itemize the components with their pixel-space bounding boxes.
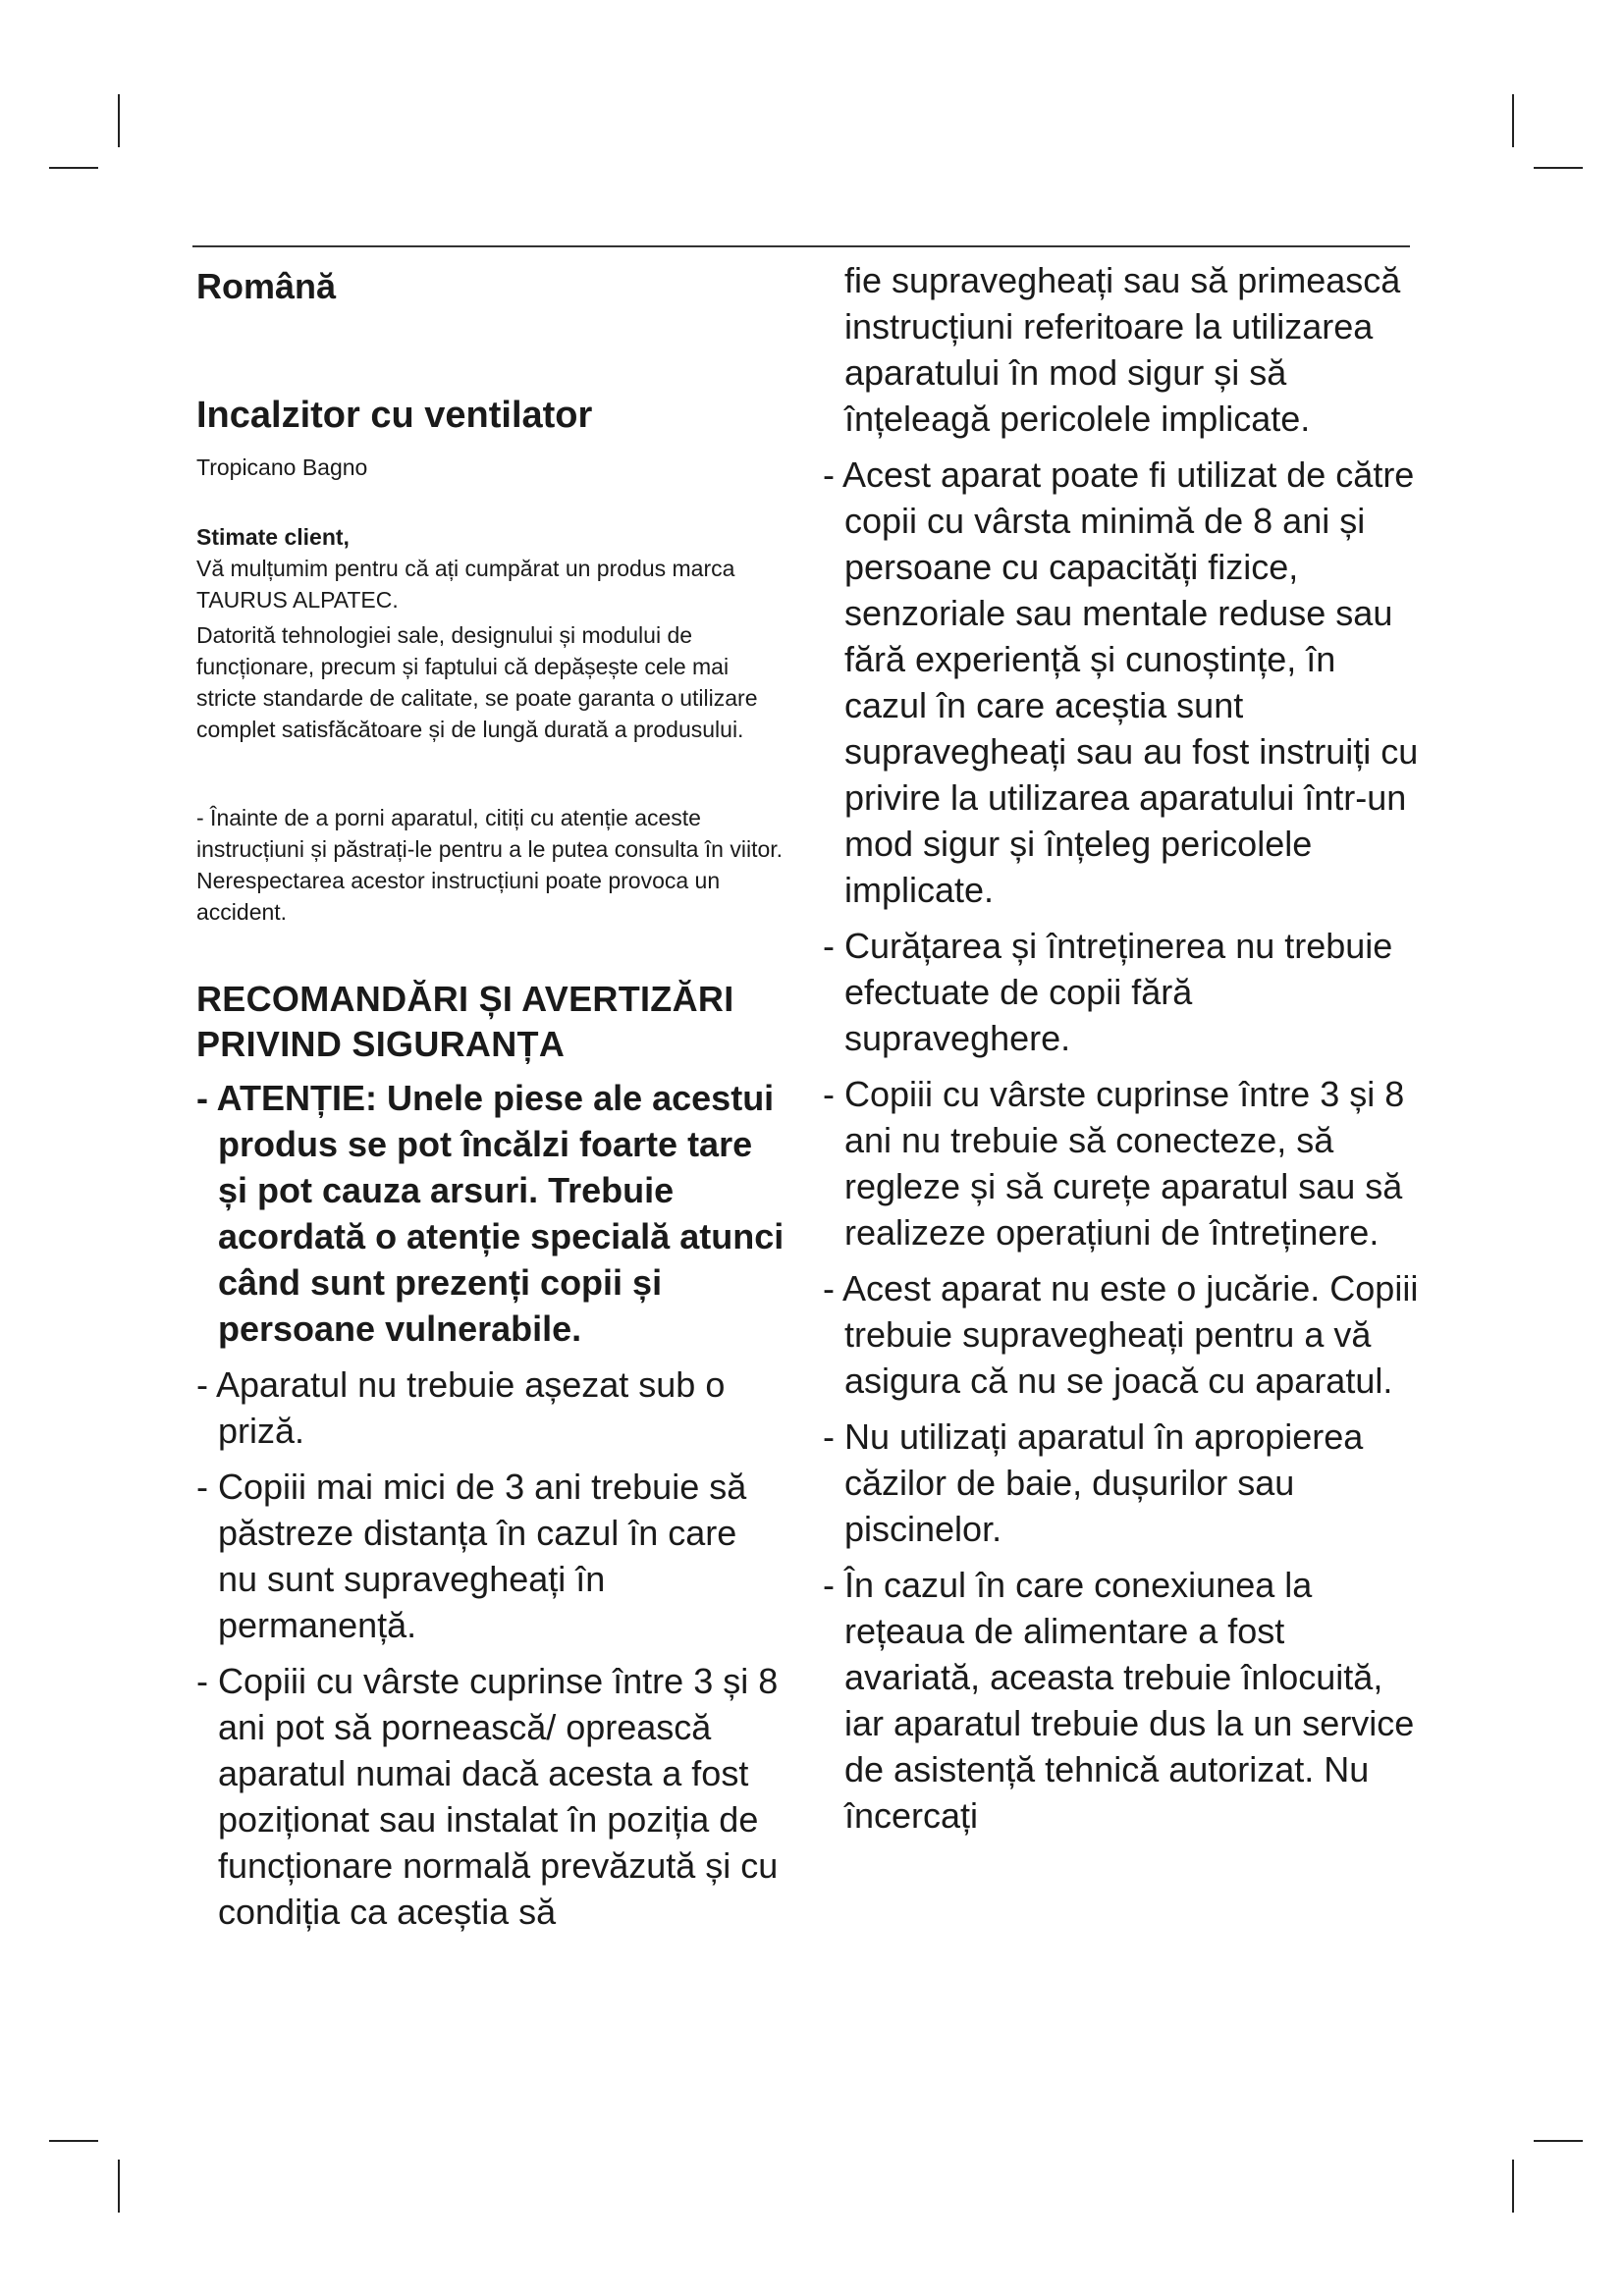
greeting: Stimate client, [196,523,350,550]
language-heading: Română [196,266,337,306]
crop-mark-top-right-vertical [1512,94,1514,147]
crop-mark-top-left-horizontal [49,167,98,169]
read-instructions-note: - Înainte de a porni aparatul, citiți cu atenție aceste instrucțiuni și păstrați-le pentru a le putea consulta în viitor. Nerespectarea acestor instrucțiuni poate provoca un accident. [196,804,784,925]
crop-mark-top-right-horizontal [1534,167,1583,169]
safety-item: - Copiii cu vârste cuprinse între 3 și 8 ani nu trebuie să conecteze, să regleze și să curețe aparatul sau să realizeze operațiuni de întreținere. [823,1074,1405,1253]
safety-item: - În cazul în care conexiunea la rețeaua de alimentare a fost avariată, aceasta trebuie înlocuită, iar aparatul trebuie dus la un service de asistență tehnică autorizat. Nu încercați [823,1565,1415,1836]
safety-list-right [823,452,1422,1839]
safety-item-warning: - ATENȚIE: Unele piese ale acestui produs se pot încălzi foarte tare și pot cauza arsuri. Trebuie acordată o atenție specială atunci când sunt prezenți copii și persoane vulnerabile. [196,1077,785,1349]
product-title: Incalzitor cu ventilator [196,395,593,437]
crop-mark-top-left-vertical [118,94,120,147]
right-column [823,257,1422,1848]
safety-item: - Nu utilizați aparatul în apropierea căzilor de baie, dușurilor sau piscinelor. [823,1416,1364,1549]
intro-paragraph: Datorită tehnologiei sale, designului și modului de funcționare, precum și faptului că depășește cele mai stricte standarde de calitate, se poate garanta o utilizare complet satisfăcătoare și de lungă durată a produsului. [196,621,758,742]
header-rule [192,245,1410,247]
section-heading: RECOMANDĂRI ȘI AVERTIZĂRI PRIVIND SIGURANȚA [196,978,734,1064]
crop-mark-bottom-left-horizontal [49,2140,98,2142]
safety-item: - Aparatul nu trebuie așezat sub o priză. [196,1363,726,1451]
crop-mark-bottom-left-vertical [118,2160,120,2213]
safety-item: - Copiii mai mici de 3 ani trebuie să păstreze distanța în cazul în care nu sunt supravegheați în permanență. [196,1466,747,1645]
safety-item-continuation: fie supravegheați sau să primească instrucțiuni referitoare la utilizarea aparatului în mod sigur și să înțeleagă pericolele implicate. [844,260,1401,439]
safety-item: - Copiii cu vârste cuprinse între 3 și 8 ani pot să pornească/ oprească aparatul numai dacă acesta a fost poziționat sau instalat în poziția de funcționare normală prevăzută și cu condiția ca aceștia să [196,1660,779,1932]
safety-item: - Acest aparat nu este o jucărie. Copiii trebuie supravegheați pentru a vă asigura că nu se joacă cu aparatul. [823,1268,1419,1401]
safety-list-left [196,1075,785,1935]
crop-mark-bottom-right-horizontal [1534,2140,1583,2142]
intro-paragraph: Vă mulțumim pentru că ați cumpărat un produs marca TAURUS ALPATEC. [196,555,735,613]
safety-item: - Curățarea și întreținerea nu trebuie efectuate de copii fără supraveghere. [823,926,1393,1058]
safety-item: - Acest aparat poate fi utilizat de către copii cu vârsta minimă de 8 ani și persoane cu capacități fizice, senzoriale sau mentale reduse sau fără experiență și cunoștințe, în cazul în care aceștia sunt supravegheați sau au fost instruiți cu privire la utilizarea aparatului într-un mod sigur și înțeleg pericolele implicate. [823,454,1419,910]
left-column [196,257,785,1945]
crop-mark-bottom-right-vertical [1512,2160,1514,2213]
model-name: Tropicano Bagno [196,454,368,480]
